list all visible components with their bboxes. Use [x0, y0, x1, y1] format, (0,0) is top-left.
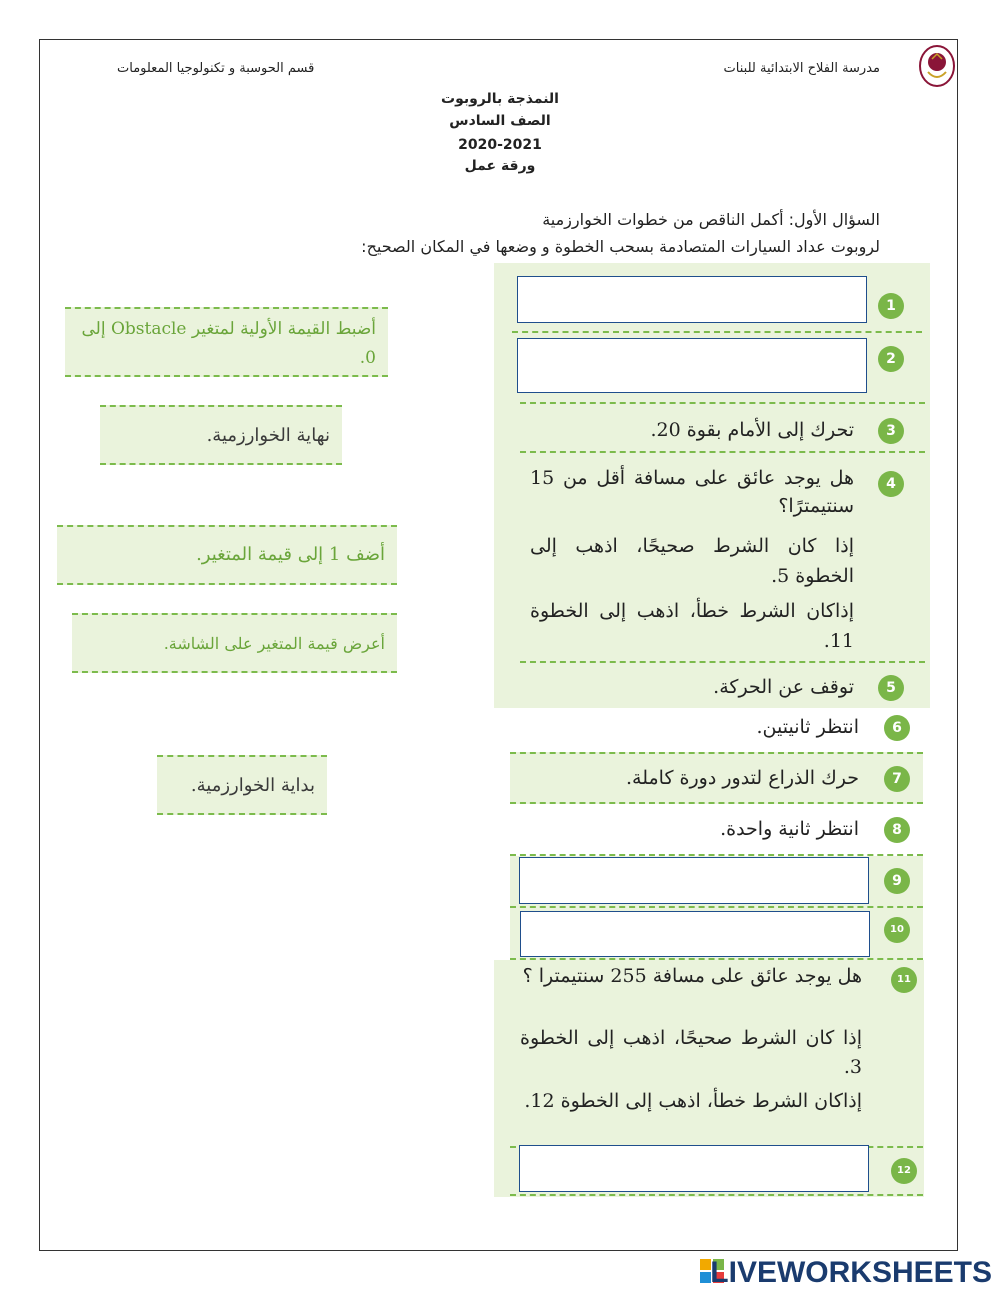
step-number-10: 10: [884, 917, 910, 943]
step-number-4: 4: [878, 471, 904, 497]
school-name: مدرسة الفلاح الابتدائية للبنات: [723, 61, 880, 76]
step-text-11-line-3: إذاكان الشرط خطأ، اذهب إلى الخطوة 12.: [524, 1090, 862, 1112]
drop-slot-step-12[interactable]: [519, 1145, 869, 1192]
step-text-8: انتظر ثانية واحدة.: [720, 818, 859, 840]
separator: [512, 331, 922, 333]
step-text-7: حرك الذراع لتدور دورة كاملة.: [625, 767, 859, 789]
drag-card-add-label: أضف 1 إلى قيمة المتغير.: [196, 544, 385, 565]
step-text-4-line-2: إذا كان الشرط صحيحًا، اذهب إلى الخطوة 5.: [530, 535, 854, 587]
drag-card-add[interactable]: [57, 525, 397, 585]
drag-card-start[interactable]: [157, 755, 327, 815]
step-number-3: 3: [878, 418, 904, 444]
step-number-11: 11: [891, 967, 917, 993]
step-text-11-line-1: هل يوجد عائق على مسافة 255 سنتيمترا ؟: [522, 965, 862, 987]
title-line-1: النمذجة بالروبوت: [441, 91, 559, 107]
step-text-5: توقف عن الحركة.: [713, 676, 854, 698]
question-line-1: السؤال الأول: أكمل الناقص من خطوات الخوارزمية: [542, 210, 880, 229]
separator: [510, 854, 923, 856]
step-number-12: 12: [891, 1158, 917, 1184]
step-number-2: 2: [878, 346, 904, 372]
step-number-7: 7: [884, 766, 910, 792]
drop-slot-step-1[interactable]: [517, 276, 867, 323]
department-name: قسم الحوسبة و تكنولوجيا المعلومات: [117, 61, 315, 76]
step-number-6: 6: [884, 715, 910, 741]
step-number-1: 1: [878, 293, 904, 319]
step-text-3: تحرك إلى الأمام بقوة 20.: [650, 419, 854, 441]
liveworksheets-brand[interactable]: LIVEWORKSHEETS: [710, 1256, 992, 1289]
separator: [510, 906, 923, 908]
separator: [510, 802, 923, 804]
step-text-4-line-3: إذاكان الشرط خطأ، اذهب إلى الخطوة 11.: [530, 600, 854, 652]
drag-card-end-label: نهاية الخوارزمية.: [206, 425, 330, 446]
step-number-5: 5: [878, 675, 904, 701]
question-line-2: لروبوت عداد السيارات المتصادمة بسحب الخطوة و وضعها في المكان الصحيح:: [361, 237, 880, 256]
separator: [520, 451, 925, 453]
step-text-11-line-2: إذا كان الشرط صحيحًا، اذهب إلى الخطوة 3.: [520, 1027, 862, 1078]
title-line-2: الصف السادس: [449, 113, 551, 129]
step-text-6: انتظر ثانيتين.: [756, 716, 859, 738]
separator: [510, 752, 923, 754]
separator: [520, 661, 925, 663]
title-line-4: ورقة عمل: [464, 158, 536, 174]
drag-card-end[interactable]: [100, 405, 342, 465]
drop-slot-step-2[interactable]: [517, 338, 867, 393]
title-line-3: 2020-2021: [458, 137, 542, 153]
step-number-9: 9: [884, 868, 910, 894]
drag-card-obstacle-label: أضبط القيمة الأولية لمتغير Obstacle إلى 0.: [81, 319, 376, 368]
step-number-8: 8: [884, 817, 910, 843]
drag-card-show-label: أعرض قيمة المتغير على الشاشة.: [163, 634, 385, 653]
drop-slot-step-10[interactable]: [520, 911, 870, 957]
separator: [510, 1194, 923, 1196]
ministry-logo-icon: [918, 44, 956, 88]
drop-slot-step-9[interactable]: [519, 857, 869, 904]
separator: [520, 402, 925, 404]
separator: [510, 958, 923, 960]
drag-card-show[interactable]: [72, 613, 397, 673]
drag-card-start-label: بداية الخوارزمية.: [190, 775, 315, 796]
step-text-4-line-1: هل يوجد عائق على مسافة أقل من 15 سنتيمترًا؟: [530, 467, 854, 517]
drag-card-obstacle[interactable]: [65, 307, 388, 377]
